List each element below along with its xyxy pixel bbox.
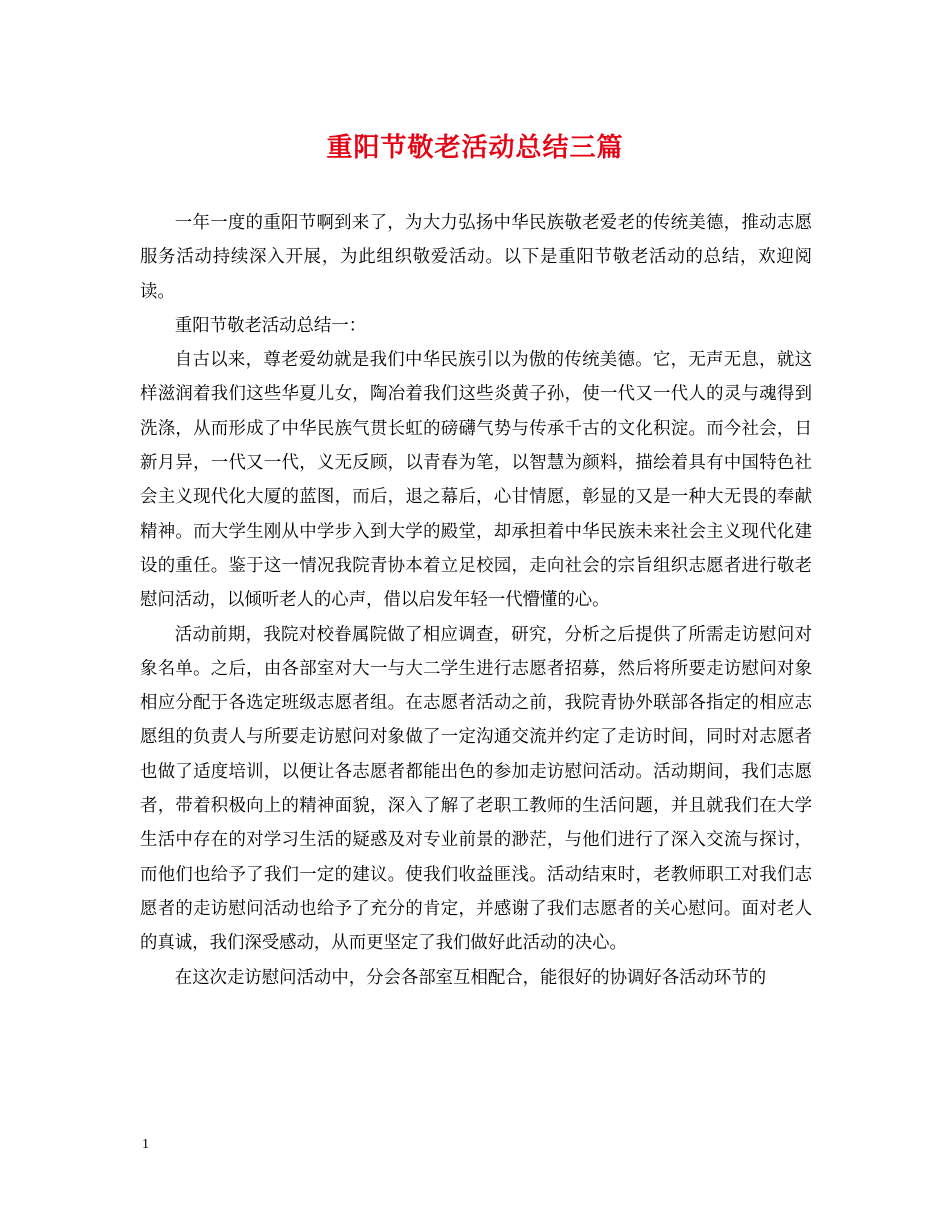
section-heading: 重阳节敬老活动总结一： [174,315,367,336]
page-number: 1 [142,1137,149,1152]
paragraph-tradition: 自古以来，尊老爱幼就是我们中华民族引以为傲的传统美德。它，无声无息，就这样滋润着我们这些华夏儿女，陶冶着我们这些炎黄子孙，使一代又一代人的灵与魂得到洗涤，从而形成了中华民族气贯长虹的磅礴气势与传承千古的文化积淀。而今社会，日新月异，一代又一代，义无反顾，以青春为笔，以智慧为颜料，描绘着具有中国特色社会主义现代化大厦的蓝图，而后，退之幕后，心甘情愿，彰显的又是一种大无畏的奉献精神。而大学生刚从中学步入到大学的殿堂，却承担着中华民族未来社会主义现代化建设的重任。鉴于这一情况我院青协本着立足校园，走向社会的宗旨组织志愿者进行敬老慰问活动，以倾听老人的心声，借以启发年轻一代懵懂的心。 [140,350,812,611]
paragraph-intro: 一年一度的重阳节啊到来了，为大力弘扬中华民族敬老爱老的传统美德，推动志愿服务活动持续深入开展，为此组织敬爱活动。以下是重阳节敬老活动的总结，欢迎阅读。 [140,213,812,302]
paragraph-activity: 活动前期，我院对校眷属院做了相应调查，研究，分析之后提供了所需走访慰问对象名单。之后，由各部室对大一与大二学生进行志愿者招募，然后将所要走访慰问对象相应分配于各选定班级志愿者组。在志愿者活动之前，我院青协外联部各指定的相应志愿组的负责人与所要走访慰问对象做了一定沟通交流并约定了走访时间，同时对志愿者也做了适度培训，以便让各志愿者都能出色的参加走访慰问活动。活动期间，我们志愿者，带着积极向上的精神面貌，深入了解了老职工教师的生活问题，并且就我们在大学生活中存在的对学习生活的疑惑及对专业前景的渺茫，与他们进行了深入交流与探讨，而他们也给予了我们一定的建议。使我们收益匪浅。活动结束时，老教师职工对我们志愿者的走访慰问活动也给予了充分的肯定，并感谢了我们志愿者的关心慰问。面对老人的真诚，我们深受感动，从而更坚定了我们做好此活动的决心。 [140,624,812,954]
paragraph-continuation: 在这次走访慰问活动中，分会各部室互相配合，能很好的协调好各活动环节的 [174,967,767,988]
page-title: 重阳节敬老活动总结三篇 [326,133,624,163]
document-body [140,206,812,995]
